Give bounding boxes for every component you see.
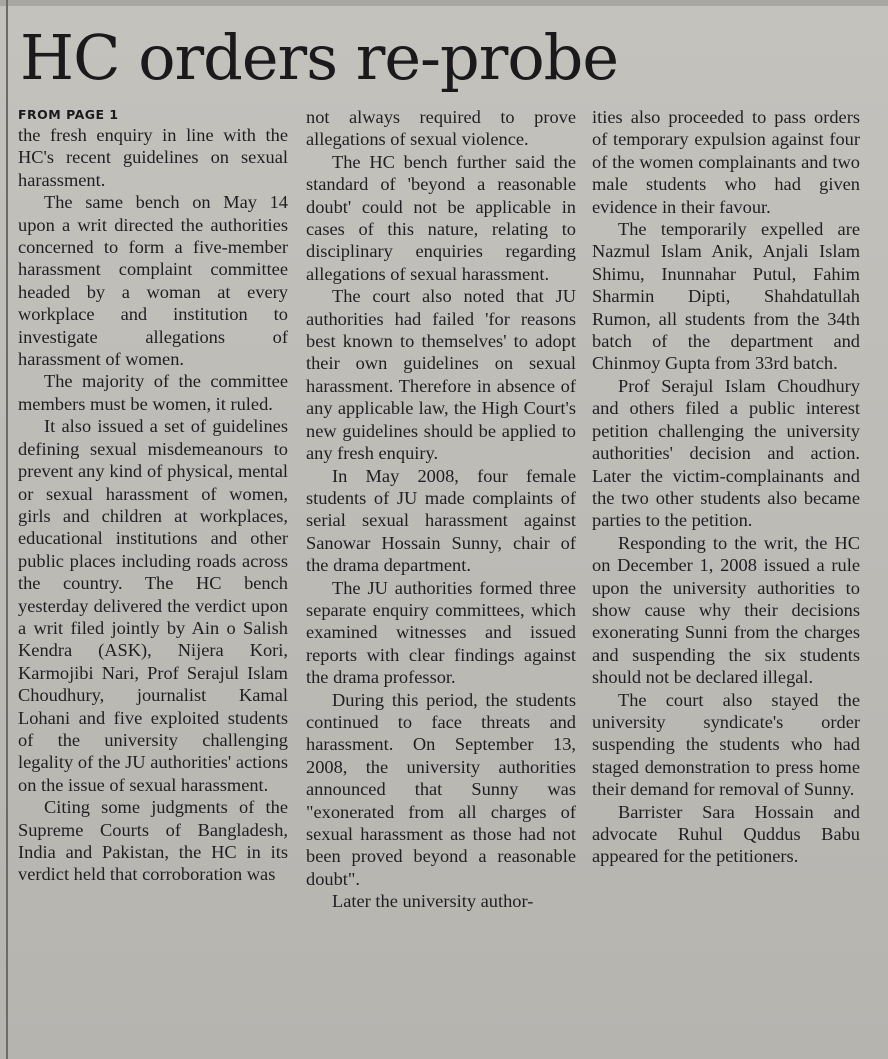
paragraph: Prof Serajul Islam Choudhury and others filed a public interest petition challenging the university authorities' decision and action. Later the victim-complainants and the two other students also became parties to the petition.	[592, 375, 860, 531]
paragraph: Later the university author-	[332, 891, 534, 912]
paragraph: The same bench on May 14 upon a writ directed the authorities concerned to form a five-member harassment complaint committee headed by a woman at every workplace and institution to investigate allegations of harassment of women.	[18, 192, 288, 370]
headline: HC orders re-probe	[20, 21, 619, 94]
paragraph: In May 2008, four female students of JU made complaints of serial sexual harassment against Sanowar Hossain Sunny, chair of the drama department.	[306, 465, 576, 576]
paragraph: The court also stayed the university syndicate's order suspending the students who had staged demonstration to press home their demand for removal of Sunny.	[592, 689, 860, 800]
paragraph: The HC bench further said the standard of 'beyond a reasonable doubt' could not be applicable in cases of this nature, relating to disciplinary enquiries regarding allegations of sexual harassment.	[306, 151, 576, 284]
paragraph: Responding to the writ, the HC on December 1, 2008 issued a rule upon the university authorities to show cause why their decisions exonerating Sunni from the charges and suspending the six students should not be declared illegal.	[592, 532, 860, 688]
top-rule	[0, 0, 888, 6]
paragraph: not always required to prove allegations of sexual violence.	[306, 107, 576, 150]
paragraph: The JU authorities formed three separate enquiry committees, which examined witnesses and issued reports with clear findings against the drama professor.	[306, 577, 576, 688]
paragraph: ities also proceeded to pass orders of temporary expulsion against four of the women complainants and two male students who had given evidence in their favour.	[592, 107, 860, 217]
paragraph: the fresh enquiry in line with the HC's recent guidelines on sexual harassment.	[18, 125, 288, 190]
paragraph: Citing some judgments of the Supreme Courts of Bangladesh, India and Pakistan, the HC in its verdict held that corroboration was	[18, 797, 288, 885]
paragraph: It also issued a set of guidelines defining sexual misdemeanours to prevent any kind of physical, mental or sexual harassment of women, girls and children at workplaces, educational institutions and other public places including roads across the country. The HC bench yesterday delivered the verdict upon a writ filed jointly by Ain o Salish Kendra (ASK), Nijera Kori, Karmojibi Nari, Prof Serajul Islam Choudhury, journalist Kamal Lohani and five exploited students of the university challenging legality of the JU authorities' actions on the issue of sexual harassment.	[18, 416, 288, 795]
paragraph: The temporarily expelled are Nazmul Islam Anik, Anjali Islam Shimu, Inunnahar Putul, Fahim Sharmin Dipti, Shahdatullah Rumon, all students from the 34th batch of the department and Chinmoy Gupta from 33rd batch.	[592, 219, 860, 374]
article-column-3	[592, 106, 860, 868]
left-column-rule	[6, 0, 8, 1059]
paragraph: The court also noted that JU authorities had failed 'for reasons best known to themselves' to adopt their own guidelines on sexual harassment. Therefore in absence of any applicable law, the High Court's new guidelines should be applied to any fresh enquiry.	[306, 286, 576, 464]
kicker: FROM PAGE 1	[18, 107, 119, 122]
article-column-1	[18, 106, 288, 886]
paragraph: Barrister Sara Hossain and advocate Ruhul Quddus Babu appeared for the petitioners.	[592, 801, 860, 867]
paragraph: The majority of the committee members must be women, it ruled.	[18, 371, 288, 414]
article-column-2	[306, 106, 576, 913]
paragraph: During this period, the students continued to face threats and harassment. On September 13, 2008, the university authorities announced that Sunny was "exonerated from all charges of sexual harassment as those had not been proved beyond a reasonable doubt".	[306, 689, 576, 889]
